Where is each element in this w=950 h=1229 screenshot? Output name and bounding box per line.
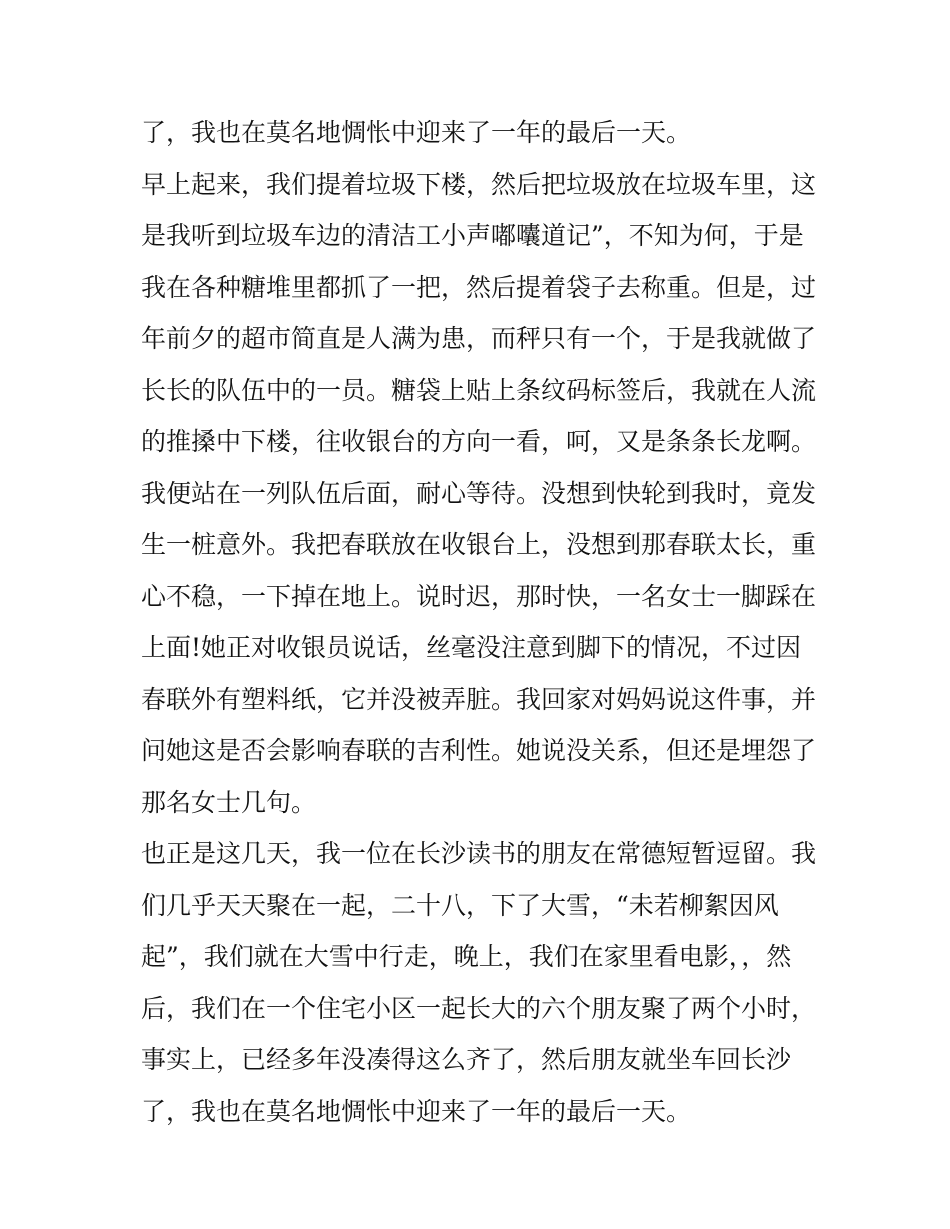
text-line: 起”，我们就在大雪中行走，晚上，我们在家里看电影，，然 xyxy=(141,942,792,971)
text-line: 后，我们在一个住宅小区一起长大的六个朋友聚了两个小时， xyxy=(141,993,817,1023)
text-line: 年前夕的超市简直是人满为患，而秤只有一个，于是我就做了 xyxy=(141,324,817,353)
text-line: 上面!她正对收银员说话，丝毫没注意到脚下的情况，不过因 xyxy=(141,633,802,662)
text-line: 事实上，已经多年没凑得这么齐了，然后朋友就坐车回长沙 xyxy=(141,1045,792,1074)
text-line: 了，我也在莫名地惆怅中迎来了一年的最后一天。 xyxy=(141,1096,692,1126)
text-line: 也正是这几天，我一位在长沙读书的朋友在常德短暂逗留。我 xyxy=(141,839,817,868)
document-body xyxy=(141,107,817,1137)
text-line: 了，我也在莫名地惆怅中迎来了一年的最后一天。 xyxy=(141,118,692,147)
text-line: 们几乎天天聚在一起，二十八，下了大雪，“未若柳絮因风 xyxy=(141,890,779,920)
text-line: 是我听到垃圾车边的清洁工小声嘟囔道记”，不知为何，于是 xyxy=(141,221,804,250)
text-line: 心不稳，一下掉在地上。说时迟，那时快，一名女士一脚踩在 xyxy=(141,581,817,611)
text-line: 长长的队伍中的一员。糖袋上贴上条纹码标签后，我就在人流 xyxy=(141,375,817,405)
text-line: 我在各种糖堆里都抓了一把，然后提着袋子去称重。但是，过 xyxy=(141,272,817,302)
text-line: 早上起来，我们提着垃圾下楼，然后把垃圾放在垃圾车里，这 xyxy=(141,169,817,199)
text-line: 的推搡中下楼，往收银台的方向一看，呵，又是条条长龙啊。 xyxy=(141,427,817,456)
text-line: 生一桩意外。我把春联放在收银台上，没想到那春联太长，重 xyxy=(141,530,817,559)
text-line: 春联外有塑料纸，它并没被弄脏。我回家对妈妈说这件事，并 xyxy=(141,684,817,714)
text-line: 问她这是否会影响春联的吉利性。她说没关系，但还是埋怨了 xyxy=(141,736,817,765)
text-line: 我便站在一列队伍后面，耐心等待。没想到快轮到我时，竟发 xyxy=(141,478,817,508)
text-line: 那名女士几句。 xyxy=(141,787,317,817)
